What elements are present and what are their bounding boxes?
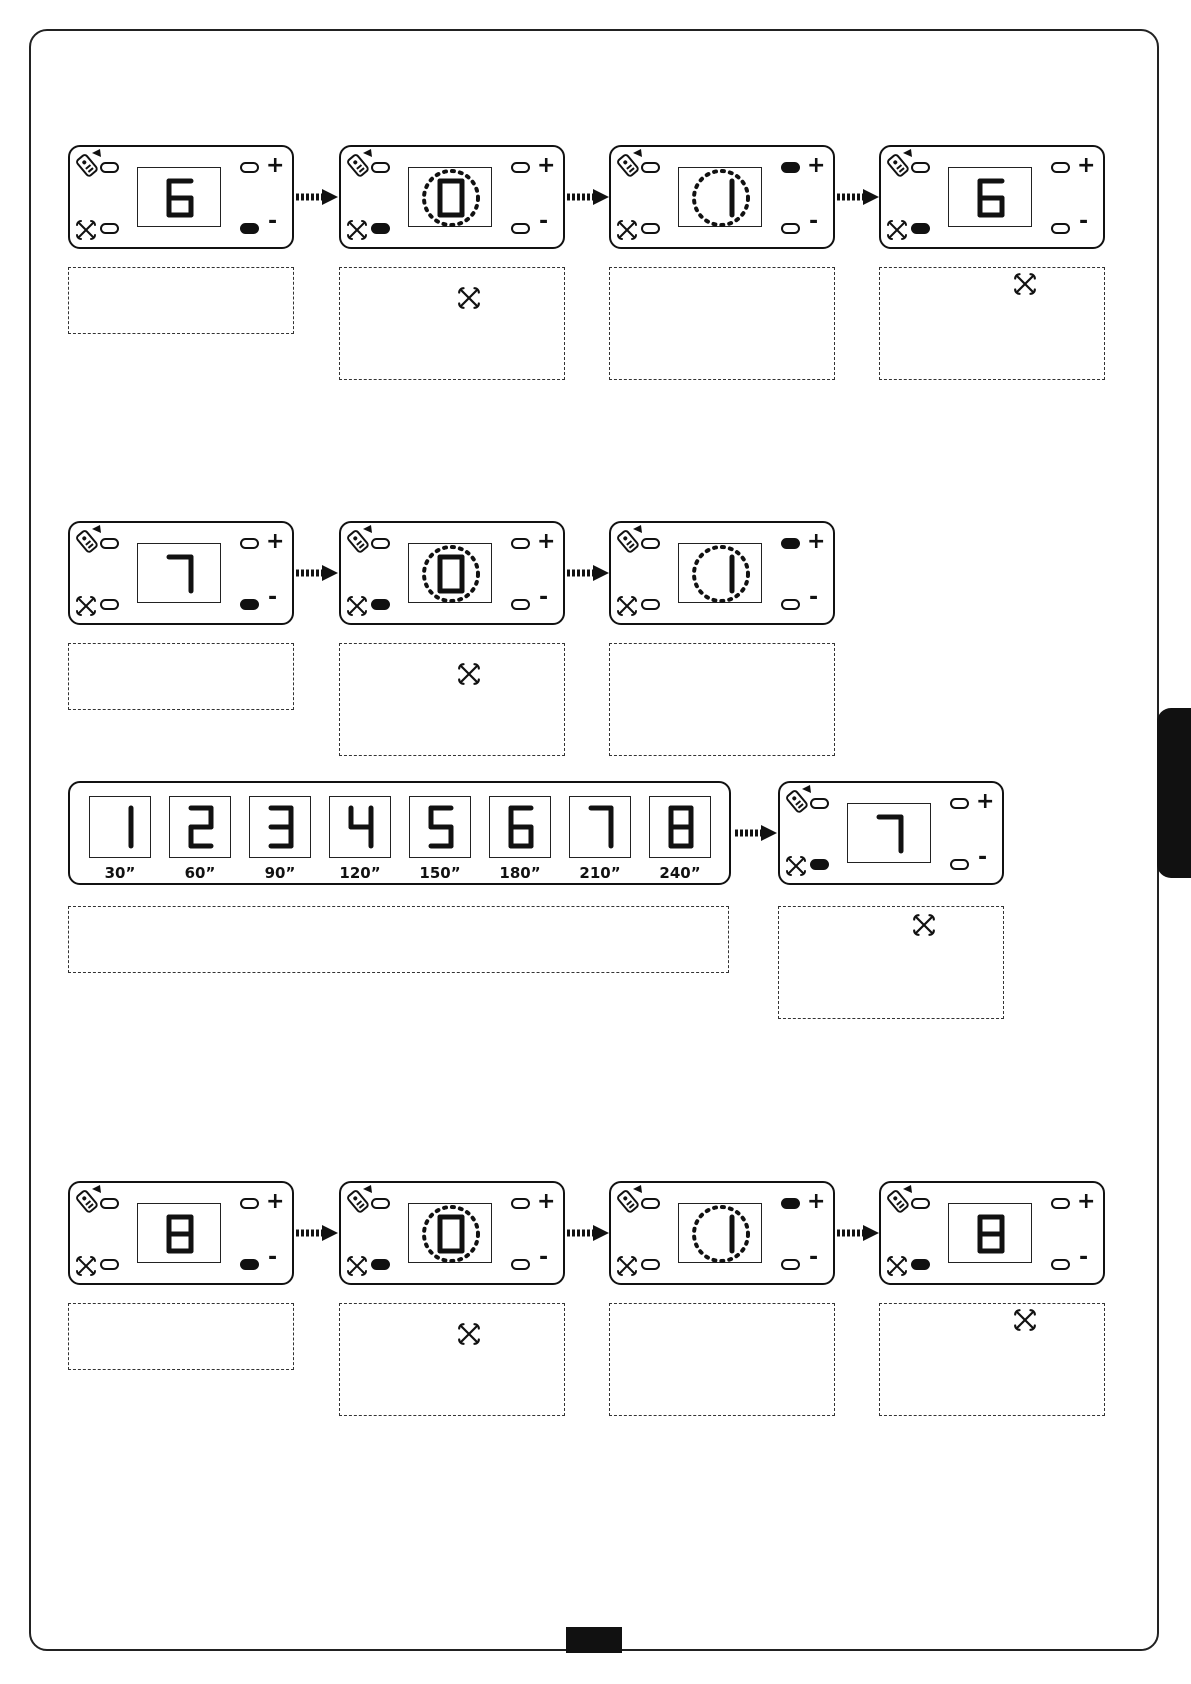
digit-graphic <box>490 797 552 859</box>
dotted-arrow-icon <box>835 187 881 207</box>
control-panel <box>879 145 1105 249</box>
time-option-digit <box>409 796 471 858</box>
wrench-icon <box>1013 1308 1037 1332</box>
dotted-arrow-icon <box>294 1223 340 1243</box>
time-option-label: 210” <box>579 864 621 882</box>
control-panel <box>68 521 294 625</box>
led-minus-indicator <box>1051 223 1070 234</box>
lcd-digit <box>409 1204 493 1264</box>
time-option-label: 240” <box>659 864 701 882</box>
minus-button[interactable]: - <box>539 209 549 234</box>
dotted-arrow-icon <box>565 563 611 583</box>
instruction-box <box>339 267 565 380</box>
led-plus-indicator <box>511 538 530 549</box>
lcd-display <box>948 1203 1032 1263</box>
remote-control-icon <box>883 1185 913 1215</box>
control-panel <box>778 781 1004 885</box>
minus-button[interactable]: - <box>809 209 819 234</box>
time-options-strip <box>68 781 731 885</box>
lcd-digit <box>949 168 1033 228</box>
time-option-digit <box>329 796 391 858</box>
led-plus-indicator <box>511 162 530 173</box>
digit-graphic <box>330 797 392 859</box>
led-setup-indicator <box>100 1259 119 1270</box>
remote-control-icon <box>343 149 373 179</box>
led-minus-indicator <box>511 1259 530 1270</box>
led-setup-indicator <box>641 1259 660 1270</box>
led-setup-indicator <box>911 223 930 234</box>
led-setup-indicator <box>641 599 660 610</box>
led-plus-indicator <box>781 162 800 173</box>
led-plus-indicator <box>950 798 969 809</box>
lcd-digit <box>138 168 222 228</box>
led-setup-indicator <box>371 223 390 234</box>
led-minus-indicator <box>240 223 259 234</box>
wrench-icon <box>886 219 908 241</box>
instruction-box <box>609 1303 835 1416</box>
wrench-icon <box>886 1255 908 1277</box>
time-option-label: 90” <box>264 864 296 882</box>
wrench-icon <box>75 219 97 241</box>
minus-button[interactable]: - <box>268 585 278 610</box>
led-setup-indicator <box>100 599 119 610</box>
led-minus-indicator <box>781 223 800 234</box>
control-panel <box>609 145 835 249</box>
minus-button[interactable]: - <box>1079 1245 1089 1270</box>
wrench-icon <box>457 662 481 686</box>
control-panel <box>609 1181 835 1285</box>
led-minus-indicator <box>511 223 530 234</box>
led-plus-indicator <box>240 162 259 173</box>
lcd-display <box>408 1203 492 1263</box>
led-remote-indicator <box>810 798 829 809</box>
lcd-display <box>137 167 221 227</box>
plus-button[interactable]: + <box>1077 1189 1096 1214</box>
remote-control-icon <box>613 525 643 555</box>
wrench-icon <box>457 1322 481 1346</box>
time-option-label: 60” <box>184 864 216 882</box>
led-minus-indicator <box>781 1259 800 1270</box>
wrench-icon <box>346 219 368 241</box>
led-minus-indicator <box>781 599 800 610</box>
lcd-digit <box>679 168 763 228</box>
instruction-box <box>879 267 1105 380</box>
led-plus-indicator <box>240 538 259 549</box>
minus-button[interactable]: - <box>268 1245 278 1270</box>
dotted-arrow-icon <box>733 823 779 843</box>
led-remote-indicator <box>641 1198 660 1209</box>
wrench-icon <box>457 286 481 310</box>
dotted-arrow-icon <box>565 1223 611 1243</box>
time-option-label: 120” <box>339 864 381 882</box>
digit-graphic <box>250 797 312 859</box>
digit-graphic <box>170 797 232 859</box>
instruction-box <box>778 906 1004 1019</box>
led-minus-indicator <box>240 1259 259 1270</box>
blinking-indicator-circle <box>694 1207 748 1261</box>
blinking-indicator-circle <box>694 547 748 601</box>
wrench-icon <box>616 1255 638 1277</box>
lcd-display <box>137 1203 221 1263</box>
lcd-display <box>678 167 762 227</box>
lcd-display <box>847 803 931 863</box>
led-remote-indicator <box>100 538 119 549</box>
wrench-icon <box>616 219 638 241</box>
led-plus-indicator <box>781 538 800 549</box>
digit-graphic <box>90 797 152 859</box>
lcd-digit <box>848 804 932 864</box>
instruction-box <box>609 643 835 756</box>
remote-control-icon <box>72 149 102 179</box>
lcd-digit <box>409 168 493 228</box>
wrench-icon <box>75 595 97 617</box>
led-setup-indicator <box>641 223 660 234</box>
wrench-icon <box>346 1255 368 1277</box>
remote-control-icon <box>613 1185 643 1215</box>
time-option-digit <box>489 796 551 858</box>
led-remote-indicator <box>911 162 930 173</box>
time-option-digit <box>649 796 711 858</box>
control-panel <box>339 145 565 249</box>
control-panel <box>609 521 835 625</box>
plus-button[interactable]: + <box>807 1189 826 1214</box>
time-option-digit <box>89 796 151 858</box>
time-option-digit <box>249 796 311 858</box>
minus-button[interactable]: - <box>809 585 819 610</box>
led-setup-indicator <box>371 599 390 610</box>
remote-control-icon <box>782 785 812 815</box>
remote-control-icon <box>343 1185 373 1215</box>
blinking-indicator-circle <box>694 171 748 225</box>
led-remote-indicator <box>641 538 660 549</box>
led-minus-indicator <box>240 599 259 610</box>
plus-button[interactable]: + <box>266 529 285 554</box>
plus-button[interactable]: + <box>1077 153 1096 178</box>
minus-button[interactable]: - <box>809 1245 819 1270</box>
instruction-box <box>339 643 565 756</box>
led-setup-indicator <box>371 1259 390 1270</box>
plus-button[interactable]: + <box>537 153 556 178</box>
time-option-label: 30” <box>104 864 136 882</box>
instruction-box <box>68 1303 294 1370</box>
minus-button[interactable]: - <box>539 1245 549 1270</box>
minus-button[interactable]: - <box>539 585 549 610</box>
digit-graphic <box>570 797 632 859</box>
led-remote-indicator <box>371 162 390 173</box>
led-remote-indicator <box>100 1198 119 1209</box>
instruction-box <box>68 267 294 334</box>
lcd-digit <box>679 1204 763 1264</box>
remote-control-icon <box>72 525 102 555</box>
lcd-display <box>137 543 221 603</box>
led-minus-indicator <box>1051 1259 1070 1270</box>
plus-button[interactable]: + <box>266 1189 285 1214</box>
led-setup-indicator <box>911 1259 930 1270</box>
led-remote-indicator <box>371 538 390 549</box>
plus-button[interactable]: + <box>807 153 826 178</box>
instruction-box <box>879 1303 1105 1416</box>
led-minus-indicator <box>511 599 530 610</box>
plus-button[interactable]: + <box>537 1189 556 1214</box>
plus-button[interactable]: + <box>537 529 556 554</box>
led-remote-indicator <box>641 162 660 173</box>
led-plus-indicator <box>1051 162 1070 173</box>
control-panel <box>68 145 294 249</box>
lcd-display <box>408 543 492 603</box>
plus-button[interactable]: + <box>266 153 285 178</box>
page-number-box <box>566 1627 622 1653</box>
lcd-display <box>408 167 492 227</box>
led-plus-indicator <box>1051 1198 1070 1209</box>
wrench-icon <box>346 595 368 617</box>
section-tab <box>1157 708 1191 878</box>
instruction-box <box>68 906 729 973</box>
lcd-display <box>678 543 762 603</box>
time-option-label: 180” <box>499 864 541 882</box>
minus-button[interactable]: - <box>268 209 278 234</box>
led-plus-indicator <box>781 1198 800 1209</box>
control-panel <box>879 1181 1105 1285</box>
led-setup-indicator <box>100 223 119 234</box>
wrench-icon <box>1013 272 1037 296</box>
digit-graphic <box>650 797 712 859</box>
time-option-digit <box>169 796 231 858</box>
wrench-icon <box>912 913 936 937</box>
remote-control-icon <box>343 525 373 555</box>
remote-control-icon <box>72 1185 102 1215</box>
instruction-box <box>339 1303 565 1416</box>
led-minus-indicator <box>950 859 969 870</box>
instruction-box <box>68 643 294 710</box>
time-option-label: 150” <box>419 864 461 882</box>
lcd-digit <box>679 544 763 604</box>
led-remote-indicator <box>100 162 119 173</box>
control-panel <box>68 1181 294 1285</box>
lcd-display <box>678 1203 762 1263</box>
instruction-box <box>609 267 835 380</box>
led-remote-indicator <box>371 1198 390 1209</box>
wrench-icon <box>785 855 807 877</box>
minus-button[interactable]: - <box>1079 209 1089 234</box>
plus-button[interactable]: + <box>976 789 995 814</box>
control-panel <box>339 1181 565 1285</box>
control-panel <box>339 521 565 625</box>
plus-button[interactable]: + <box>807 529 826 554</box>
led-plus-indicator <box>511 1198 530 1209</box>
dotted-arrow-icon <box>835 1223 881 1243</box>
dotted-arrow-icon <box>294 187 340 207</box>
lcd-digit <box>409 544 493 604</box>
lcd-digit <box>138 1204 222 1264</box>
minus-button[interactable]: - <box>978 845 988 870</box>
digit-graphic <box>410 797 472 859</box>
lcd-display <box>948 167 1032 227</box>
led-setup-indicator <box>810 859 829 870</box>
time-option-digit <box>569 796 631 858</box>
dotted-arrow-icon <box>294 563 340 583</box>
led-plus-indicator <box>240 1198 259 1209</box>
remote-control-icon <box>883 149 913 179</box>
wrench-icon <box>616 595 638 617</box>
lcd-digit <box>949 1204 1033 1264</box>
dotted-arrow-icon <box>565 187 611 207</box>
wrench-icon <box>75 1255 97 1277</box>
lcd-digit <box>138 544 222 604</box>
led-remote-indicator <box>911 1198 930 1209</box>
remote-control-icon <box>613 149 643 179</box>
